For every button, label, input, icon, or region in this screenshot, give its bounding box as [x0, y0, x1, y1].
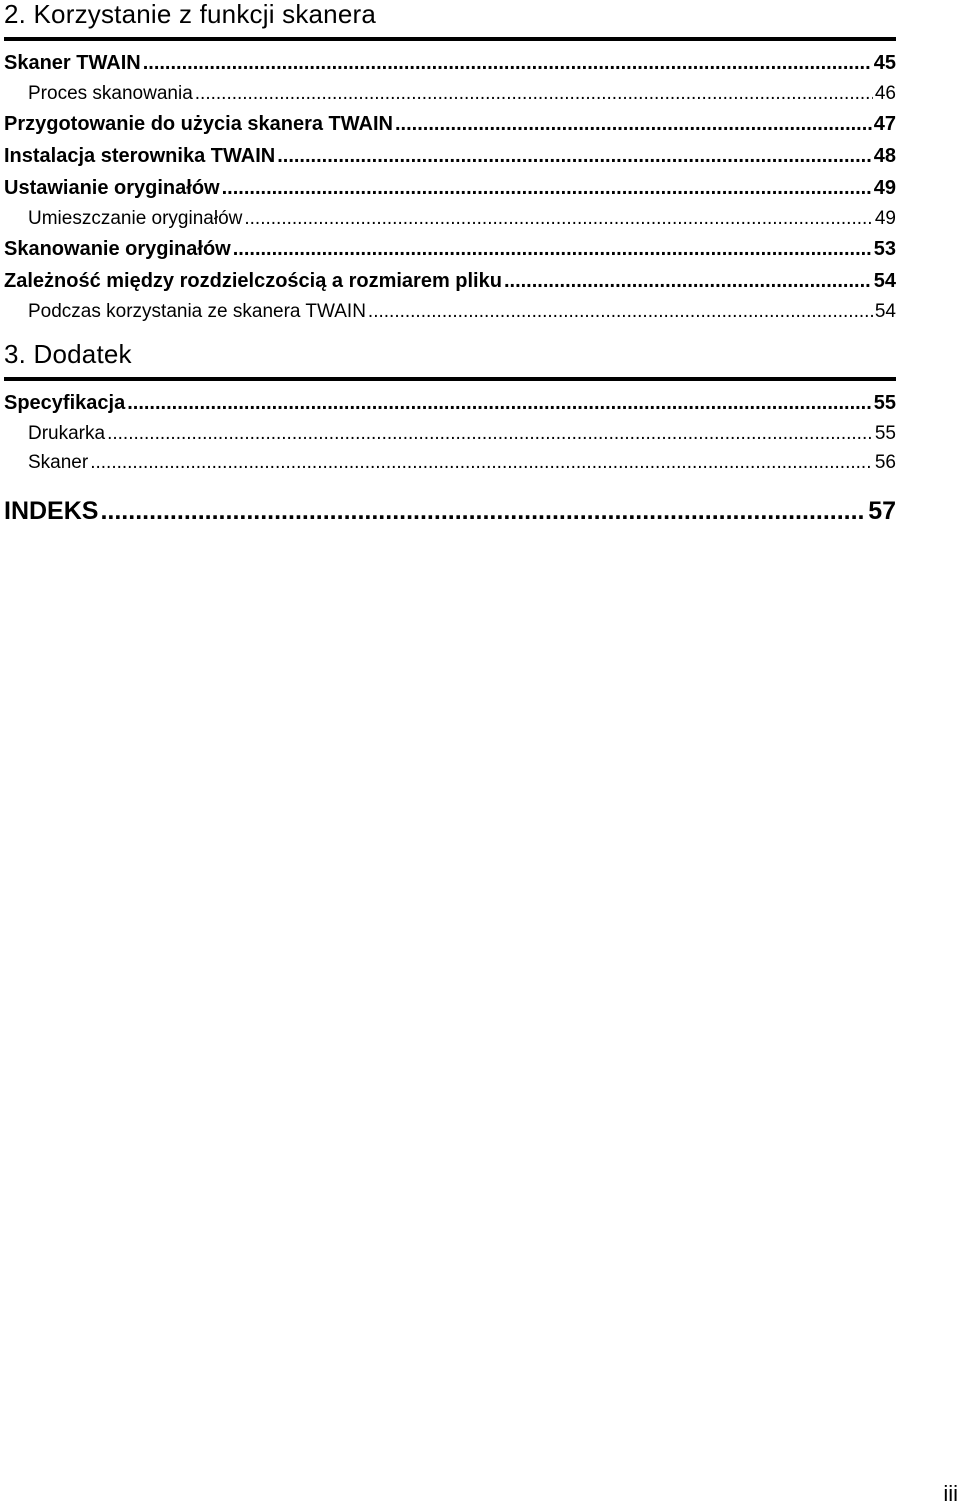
toc-entry-page: 55: [874, 423, 896, 444]
dot-leader: [90, 448, 873, 477]
chapter-3-rule: [4, 377, 896, 381]
toc-entry-ustawianie-oryginalow[interactable]: [4, 172, 896, 204]
toc-entry-page: 49: [873, 177, 896, 199]
toc-entry-label: INDEKS: [4, 497, 99, 525]
toc-entry-podczas-korzystania[interactable]: [4, 297, 896, 326]
chapter-3-title: 3. Dodatek: [4, 339, 132, 369]
toc-entry-instalacja-sterownika[interactable]: [4, 140, 896, 172]
section-spacer: [4, 326, 896, 340]
toc-entry-page: 47: [873, 113, 896, 135]
toc-entry-skaner[interactable]: [4, 448, 896, 477]
chapter-2-title: 2. Korzystanie z funkcji skanera: [4, 0, 377, 29]
toc-entry-index[interactable]: [4, 493, 896, 529]
table-of-contents: [4, 0, 896, 529]
dot-leader: [504, 265, 872, 297]
toc-entry-label: Skanowanie oryginałów: [4, 238, 231, 260]
toc-entry-page: 45: [873, 52, 896, 74]
dot-leader: [368, 297, 873, 326]
toc-entry-przygotowanie[interactable]: [4, 108, 896, 140]
dot-leader: [222, 172, 872, 204]
toc-entry-label: Zależność między rozdzielczością a rozmiarem pliku: [4, 270, 502, 292]
toc-entry-drukarka[interactable]: [4, 419, 896, 448]
toc-entry-zaleznosc[interactable]: [4, 265, 896, 297]
toc-entry-page: 46: [874, 83, 896, 104]
toc-entry-page: 55: [873, 392, 896, 414]
toc-entry-label: Instalacja sterownika TWAIN: [4, 145, 276, 167]
toc-entry-proces-skanowania[interactable]: [4, 79, 896, 108]
toc-entry-umieszczanie-oryginalow[interactable]: [4, 204, 896, 233]
toc-entry-label: Podczas korzystania ze skanera TWAIN: [28, 301, 366, 322]
toc-entry-label: Drukarka: [28, 423, 106, 444]
toc-entry-skaner-twain[interactable]: [4, 47, 896, 79]
toc-entry-page: 57: [868, 497, 896, 525]
toc-entry-label: Ustawianie oryginałów: [4, 177, 220, 199]
toc-entry-page: 54: [873, 270, 896, 292]
toc-entry-page: 54: [874, 301, 896, 322]
toc-entry-page: 53: [873, 238, 896, 260]
page-number: iii: [943, 1481, 958, 1506]
toc-entry-label: Skaner: [28, 452, 89, 473]
toc-entry-label: Przygotowanie do użycia skanera TWAIN: [4, 113, 393, 135]
toc-entry-label: Specyfikacja: [4, 392, 126, 414]
toc-entry-specyfikacja[interactable]: [4, 387, 896, 419]
toc-entry-page: 49: [874, 208, 896, 229]
dot-leader: [244, 204, 872, 233]
dot-leader: [395, 108, 872, 140]
dot-leader: [127, 387, 872, 419]
toc-entry-skanowanie-oryginalow[interactable]: [4, 233, 896, 265]
dot-leader: [143, 47, 872, 79]
toc-entry-label: Proces skanowania: [28, 83, 193, 104]
dot-leader: [107, 419, 873, 448]
toc-entry-page: 56: [874, 452, 896, 473]
toc-entry-label: Skaner TWAIN: [4, 52, 141, 74]
chapter-2-rule: [4, 37, 896, 41]
toc-entry-label: Umieszczanie oryginałów: [28, 208, 243, 229]
dot-leader: [100, 493, 864, 529]
dot-leader: [277, 140, 872, 172]
dot-leader: [195, 79, 873, 108]
dot-leader: [233, 233, 872, 265]
toc-entry-page: 48: [873, 145, 896, 167]
